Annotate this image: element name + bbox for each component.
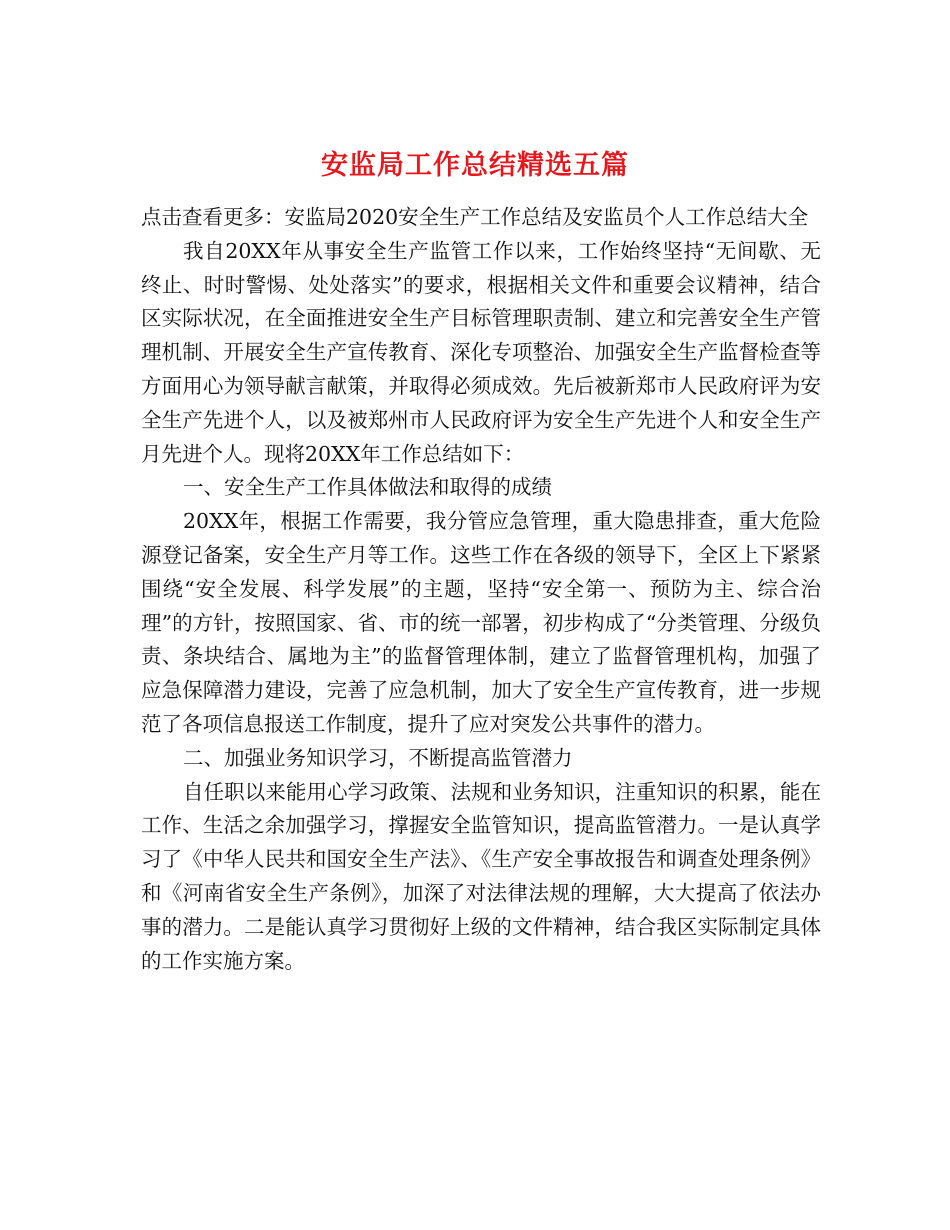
paragraph-more-link: 点击查看更多：安监局2020安全生产工作总结及安监员个人工作总结大全: [141, 205, 809, 229]
document-body: [141, 201, 821, 978]
paragraph-intro: 我自20XX年从事安全生产监管工作以来，工作始终坚持“无间歇、无终止、时时警惕、处处落实”的要求，根据相关文件和重要会议精神，结合区实际状况，在全面推进安全生产目标管理职责制、建立和完善安全生产管理机制、开展安全生产宣传教育、深化专项整治、加强安全生产监督检查等方面用心为领导献言献策，并取得必须成效。先后被新郑市人民政府评为安全生产先进个人，以及被郑州市人民政府评为安全生产先进个人和安全生产月先进个人。现将20XX年工作总结如下：: [141, 238, 821, 466]
document-title: 安监局工作总结精选五篇: [321, 150, 629, 182]
section-heading-1: 一、安全生产工作具体做法和取得的成绩: [183, 475, 552, 500]
paragraph-section-2: 自任职以来能用心学习政策、法规和业务知识，注重知识的积累，能在工作、生活之余加强学习，撑握安全监管知识，提高监管潜力。一是认真学习了《中华人民共和国安全生产法》、《生产安全事故报告和调查处理条例》和《河南省安全生产条例》，加深了对法律法规的理解，大大提高了依法办事的潜力。二是能认真学习贯彻好上级的文件精神，结合我区实际制定具体的工作实施方案。: [141, 779, 821, 973]
section-heading-2: 二、加强业务知识学习，不断提高监管潜力: [183, 745, 573, 770]
paragraph-section-1: 20XX年，根据工作需要，我分管应急管理，重大隐患排查，重大危险源登记备案，安全生产月等工作。这些工作在各级的领导下，全区上下紧紧围绕“安全发展、科学发展”的主题，坚持“安全第一、预防为主、综合治理”的方针，按照国家、省、市的统一部署，初步构成了“分类管理、分级负责、条块结合、属地为主”的监督管理体制，建立了监督管理机构，加强了应急保障潜力建设，完善了应急机制，加大了安全生产宣传教育，进一步规范了各项信息报送工作制度，提升了应对突发公共事件的潜力。: [141, 509, 821, 736]
